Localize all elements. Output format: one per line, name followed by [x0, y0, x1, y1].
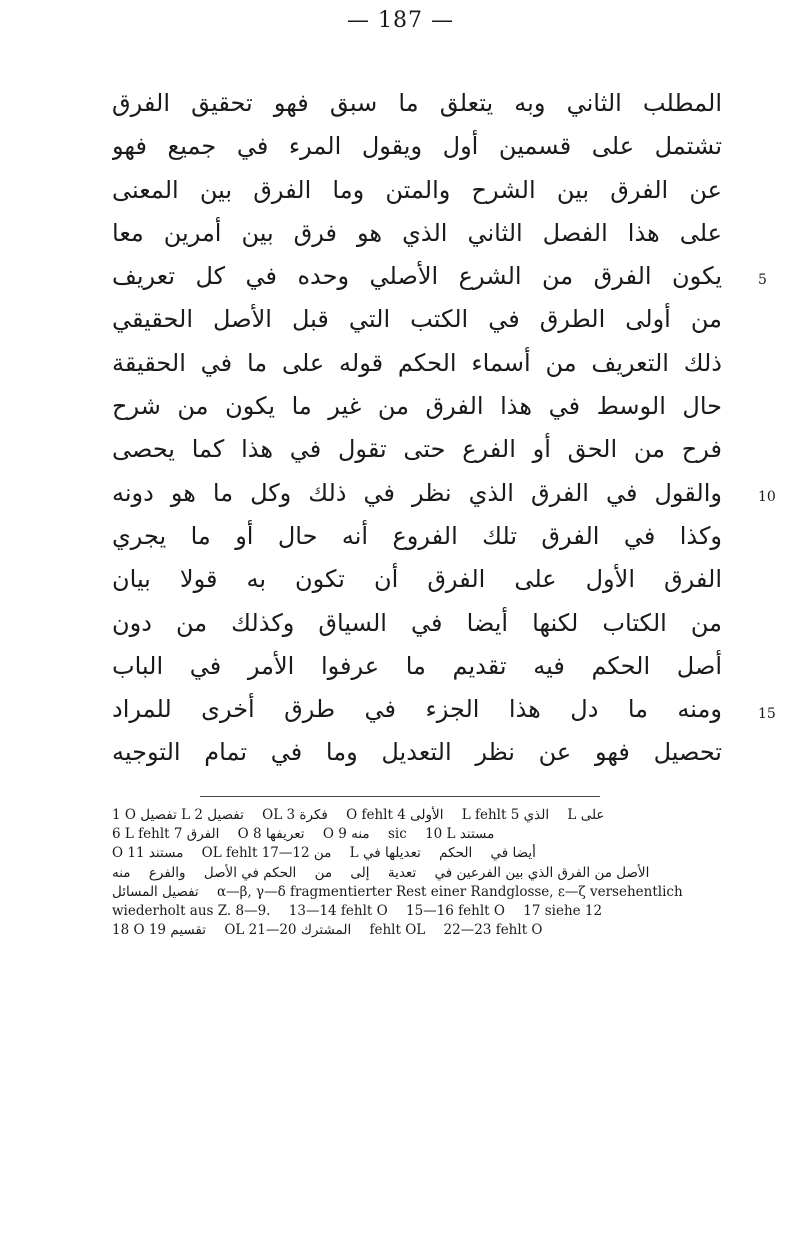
- text-line: أصل الحكم فيه تقديم ما عرفوا الأمر في الباب: [112, 651, 722, 680]
- footnote-arabic: تفصيل المسائل: [112, 883, 199, 900]
- footnote-line: [112, 883, 724, 902]
- footnote-arabic: الحكم في الأصل: [203, 864, 297, 881]
- text-line: على هذا الفصل الثاني الذي هو فرق بين أمرين معا: [112, 218, 722, 247]
- margin-line-number: 10: [758, 489, 776, 505]
- footnote: 4 L fehlt الذي: [397, 807, 550, 823]
- footnote-line: [112, 921, 724, 940]
- text-line: المطلب الثاني وبه يتعلق ما سبق فهو تحقيق الفرق: [112, 89, 722, 117]
- footnote: 7 O تعريفها: [173, 826, 305, 843]
- text-line: يكون الفرق من الشرع الأصلي وحده في كل تعريف: [112, 262, 722, 291]
- text-line: ذلك التعريف من أسماء الحكم قوله على ما في الحقيقة: [112, 348, 722, 377]
- footnotes: [112, 806, 724, 940]
- footnote-line: [112, 864, 724, 883]
- text-line: وكذا في الفرق تلك الفروع أنه حال أو ما يجري: [112, 521, 722, 550]
- footnote-arabic: الأصل من الفرق الذي بين الفرعين في: [434, 864, 650, 881]
- footnote: 22—23 fehlt O: [443, 922, 543, 939]
- footnote: 2 OL فكرة: [194, 807, 328, 823]
- footnote: 18 O تقسيم: [112, 922, 207, 939]
- page-number: — 187 —: [347, 8, 454, 33]
- footnote: 8 O منه: [253, 826, 370, 843]
- footnote: 5 L على: [510, 807, 605, 823]
- footnote-arabic: من: [314, 864, 333, 881]
- footnote: 11 OL fehlt من: [127, 845, 332, 862]
- text-line: من الكتاب لكنها أيضا في السياق وكذلك من دون: [112, 608, 722, 637]
- margin-line-number: 15: [758, 706, 776, 722]
- footnote: O مستند: [112, 845, 184, 862]
- footnote: 1 O تفصيل L تفصيل: [112, 807, 244, 823]
- footnote: α—β, γ—δ fragmentierter Rest einer Randglosse, ε—ζ versehentlich: [217, 883, 683, 900]
- footnote: 17 siehe 12: [523, 903, 603, 920]
- footnote: 19 OL المشترك: [148, 922, 352, 939]
- footnote: 9 sic: [338, 826, 407, 843]
- footnote-arabic: والفرع: [148, 864, 186, 881]
- text-line: ومنه ما دل هذا الجزء في طرق أخرى للمراد: [112, 695, 722, 724]
- text-line: تشتمل على قسمين أول ويقول المرء في جميع فهو: [112, 132, 722, 161]
- footnote: 20—21 fehlt OL: [248, 922, 426, 939]
- footnote: 3 O fehlt الأولى: [286, 807, 444, 823]
- footnote-arabic: تعدية: [387, 864, 417, 881]
- text-line: الفرق الأول على الفرق أن تكون به قولا بيان: [112, 565, 722, 594]
- text-line: حال الوسط في هذا الفرق من غير ما يكون من شرح: [112, 392, 722, 421]
- footnote-arabic: تعديلها في: [362, 845, 421, 862]
- footnote-line: [112, 902, 724, 921]
- footnote-line: [112, 825, 724, 844]
- main-text: [112, 82, 722, 775]
- footnote: 15—16 fehlt O: [406, 903, 505, 920]
- footnote: 10 L مستند: [425, 826, 495, 843]
- text-line: عن الفرق بين الشرح والمتن وما الفرق بين المعنى: [112, 175, 722, 204]
- footnote: 6 L fehlt الفرق: [112, 826, 220, 843]
- text-line: تحصيل فهو عن نظر التعديل وما في تمام التوجيه: [112, 738, 722, 767]
- footnote-divider: [200, 796, 600, 797]
- text-line: من أولى الطرق في الكتب التي قبل الأصل الحقيقي: [112, 305, 722, 334]
- footnote: 12—17 L أيضا في: [261, 845, 536, 862]
- footnote-arabic: إلى: [350, 864, 370, 881]
- text-line: والقول في الفرق الذي نظر في ذلك وكل ما هو دونه: [112, 478, 722, 507]
- footnote-arabic: الحكم: [439, 845, 473, 862]
- margin-line-number: 5: [758, 272, 767, 288]
- footnote: 13—14 fehlt O: [288, 903, 388, 920]
- footnote: wiederholt aus Z. 8—9.: [112, 903, 271, 920]
- text-line: فرح من الحق أو الفرع حتى تقول في هذا كما يحصى: [112, 435, 722, 464]
- footnote-line: [112, 806, 724, 825]
- footnote-line: [112, 844, 724, 863]
- footnote-arabic: منه: [112, 864, 131, 881]
